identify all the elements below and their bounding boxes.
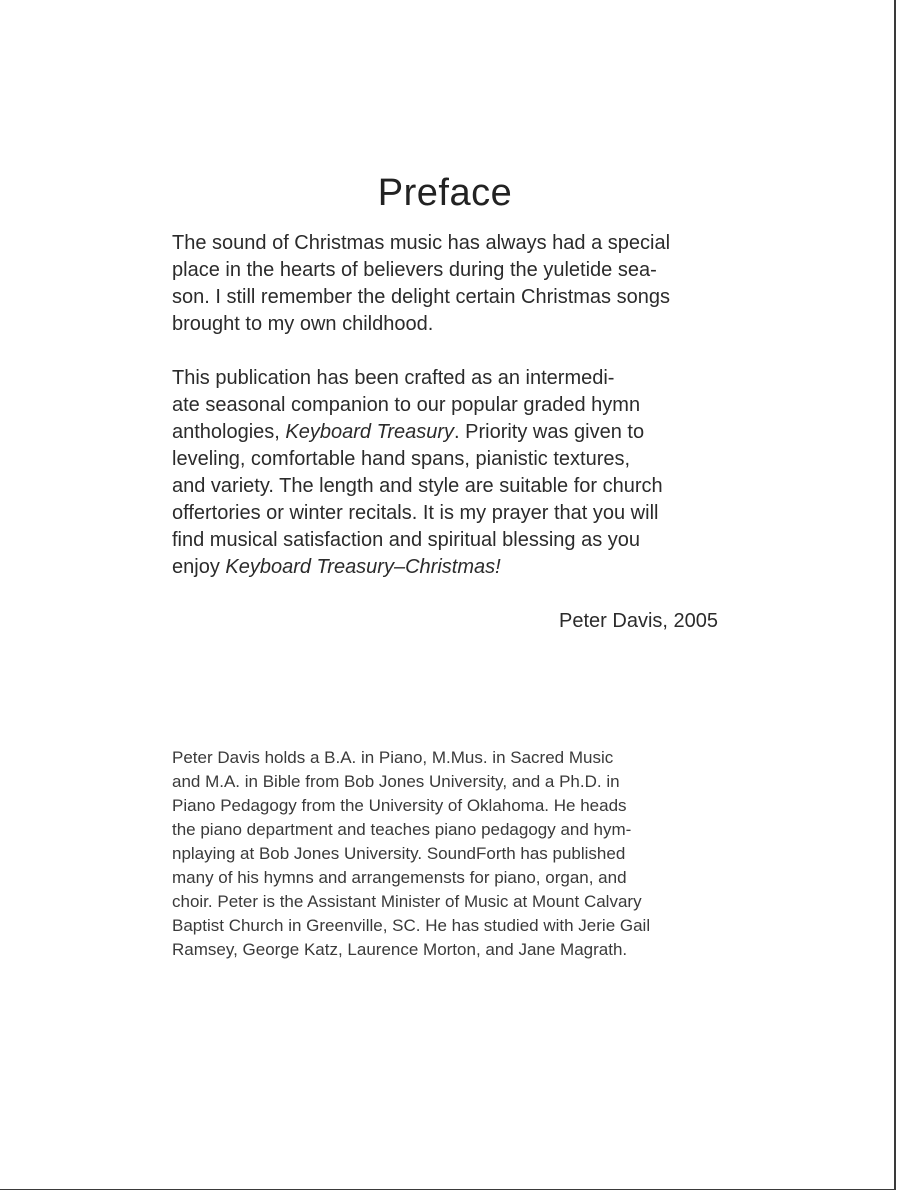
book-title-emphasis: Keyboard Treasury [285,421,455,443]
text-line: place in the hearts of believers during the yuletide sea- [172,259,657,281]
preface-paragraph-2 [172,365,718,581]
text-span: anthologies, [172,421,286,443]
bio-line: the piano department and teaches piano pedagogy and hym- [172,820,632,839]
text-line [172,419,718,446]
text-line: son. I still remember the delight certain Christmas songs [172,286,670,308]
book-title-emphasis: Keyboard Treasury–Christmas! [225,556,501,578]
text-line: offertories or winter recitals. It is my prayer that you will [172,502,659,524]
bio-line: Peter Davis holds a B.A. in Piano, M.Mus. in Sacred Music [172,748,614,767]
text-line: The sound of Christmas music has always had a special [172,232,671,254]
bio-line: Ramsey, George Katz, Laurence Morton, and Jane Magrath. [172,940,628,959]
text-line: leveling, comfortable hand spans, pianistic textures, [172,448,631,470]
text-line: and variety. The length and style are suitable for church [172,475,663,497]
bio-line: Baptist Church in Greenville, SC. He has studied with Jerie Gail [172,916,651,935]
bio-line: Piano Pedagogy from the University of Oklahoma. He heads [172,796,627,815]
signature: Peter Davis, 2005 [559,610,718,632]
text-line: This publication has been crafted as an intermedi- [172,367,615,389]
text-line: find musical satisfaction and spiritual blessing as you [172,529,641,551]
text-line: brought to my own childhood. [172,313,434,335]
preface-section [172,166,718,635]
bio-line: choir. Peter is the Assistant Minister of Music at Mount Calvary [172,892,642,911]
bio-line: nplaying at Bob Jones University. SoundForth has published [172,844,626,863]
bio-line: and M.A. in Bible from Bob Jones University, and a Ph.D. in [172,772,620,791]
author-bio [172,746,722,962]
text-span: . Priority was given to [454,421,645,443]
text-line [172,554,718,581]
page-title: Preface [377,172,513,214]
bio-line: many of his hymns and arrangemensts for piano, organ, and [172,868,627,887]
preface-paragraph-1 [172,230,718,338]
text-line: ate seasonal companion to our popular graded hymn [172,394,641,416]
text-span: enjoy [172,556,226,578]
